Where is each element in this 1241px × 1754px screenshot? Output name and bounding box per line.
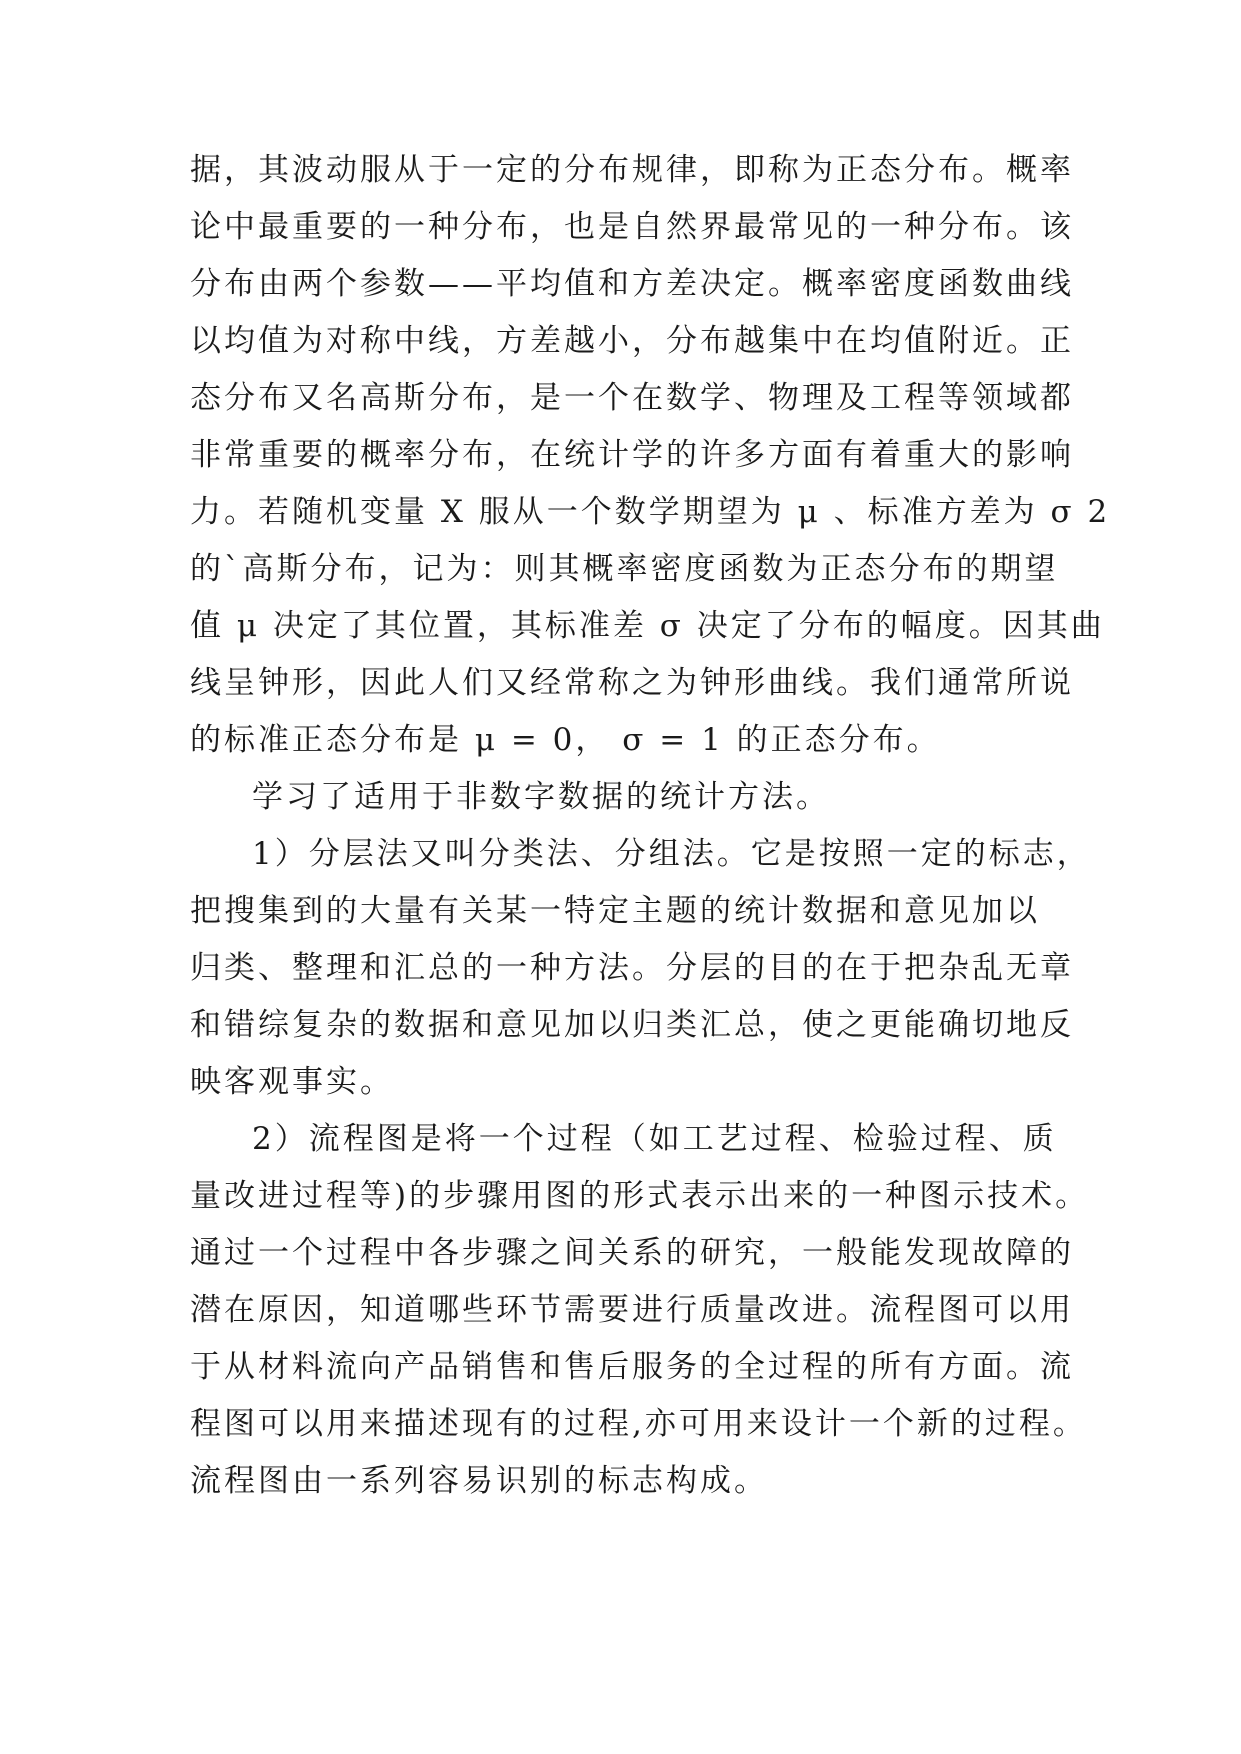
paragraph-1-line-4: 以均值为对称中线，方差越小，分布越集中在均值附近。正 [190,323,1074,359]
paragraph-3-line-2: 把搜集到的大量有关某一特定主题的统计数据和意见加以 [190,893,1040,929]
paragraph-1-line-1: 据，其波动服从于一定的分布规律，即称为正态分布。概率 [190,152,1074,188]
paragraph-4-line-2: 量改进过程等)的步骤用图的形式表示出来的一种图示技术。 [190,1178,1090,1214]
paragraph-1-line-7: 力。若随机变量 X 服从一个数学期望为 μ 、标准方差为 σ 2 [190,494,1111,530]
paragraph-4-line-5: 于从材料流向产品销售和售后服务的全过程的所有方面。流 [190,1349,1074,1385]
paragraph-4-line-1: 2）流程图是将一个过程（如工艺过程、检验过程、质 [252,1121,1057,1157]
paragraph-1-line-6: 非常重要的概率分布，在统计学的许多方面有着重大的影响 [190,437,1074,473]
paragraph-1-line-10: 线呈钟形，因此人们又经常称之为钟形曲线。我们通常所说 [190,665,1074,701]
paragraph-1-line-2: 论中最重要的一种分布，也是自然界最常见的一种分布。该 [190,209,1074,245]
paragraph-1-line-11: 的标准正态分布是 μ = 0， σ = 1 的正态分布。 [190,722,941,758]
paragraph-1-line-3: 分布由两个参数——平均值和方差决定。概率密度函数曲线 [190,266,1074,302]
paragraph-4-line-6: 程图可以用来描述现有的过程,亦可用来设计一个新的过程。 [190,1406,1087,1442]
paragraph-1-line-8: 的`高斯分布，记为：则其概率密度函数为正态分布的期望 [190,551,1059,587]
paragraph-3-line-3: 归类、整理和汇总的一种方法。分层的目的在于把杂乱无章 [190,950,1074,986]
paragraph-2-line-1: 学习了适用于非数字数据的统计方法。 [252,779,830,815]
paragraph-3-line-4: 和错综复杂的数据和意见加以归类汇总，使之更能确切地反 [190,1007,1074,1043]
paragraph-3-line-5: 映客观事实。 [190,1064,394,1100]
paragraph-4-line-7: 流程图由一系列容易识别的标志构成。 [190,1463,768,1499]
paragraph-3-line-1: 1）分层法又叫分类法、分组法。它是按照一定的标志， [252,836,1091,872]
paragraph-4-line-3: 通过一个过程中各步骤之间关系的研究，一般能发现故障的 [190,1235,1074,1271]
paragraph-4-line-4: 潜在原因，知道哪些环节需要进行质量改进。流程图可以用 [190,1292,1074,1328]
paragraph-1-line-5: 态分布又名高斯分布，是一个在数学、物理及工程等领域都 [190,380,1074,416]
paragraph-1-line-9: 值 μ 决定了其位置，其标准差 σ 决定了分布的幅度。因其曲 [190,608,1105,644]
